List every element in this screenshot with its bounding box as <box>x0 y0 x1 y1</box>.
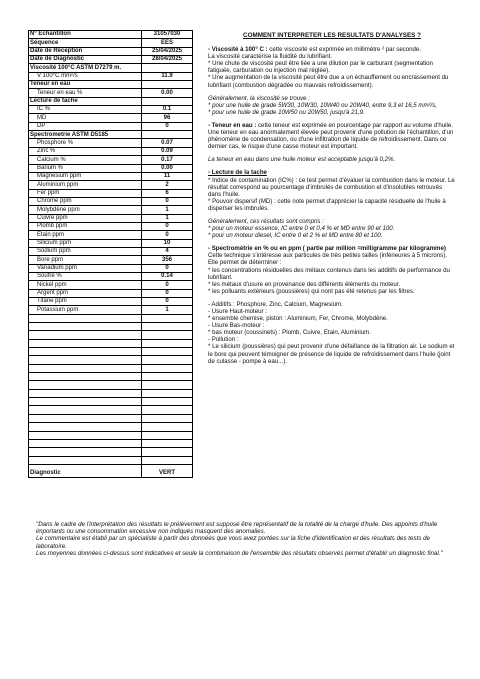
empty-row-label <box>29 323 142 331</box>
empty-row <box>29 431 193 439</box>
empty-row-label <box>29 373 142 381</box>
empty-row <box>29 339 193 347</box>
table-row <box>29 164 193 172</box>
tache-heading: - Lecture de la tache <box>208 169 267 177</box>
header-row-label: N° Echantillon <box>29 31 142 39</box>
table-row-value: 0 <box>142 264 193 272</box>
table-row-value: 10 <box>142 239 193 247</box>
section-heading-value <box>142 131 193 139</box>
empty-row-label <box>29 356 142 364</box>
empty-row-value <box>142 314 193 322</box>
empty-row <box>29 406 193 414</box>
table-row <box>29 247 193 255</box>
table-row <box>29 298 193 306</box>
table-row-label: Soufre % <box>29 272 142 280</box>
table-row-value: 4 <box>142 247 193 255</box>
viscosity-heading-rest: cette viscosité est exprimée en millimètre ² par seconde. <box>267 46 421 54</box>
header-row <box>29 31 193 39</box>
empty-row-value <box>142 331 193 339</box>
additives-line: - Usure Bas-moteur : <box>208 322 265 330</box>
section-heading <box>29 97 193 105</box>
empty-row-value <box>142 339 193 347</box>
header-row-value: 31057030 <box>142 31 193 39</box>
diagnostic-row-value: VERT <box>142 464 193 477</box>
header-row-label: Date de Réception <box>29 47 142 55</box>
section-heading-value <box>142 64 193 72</box>
viscosity-heading-bold: - Viscosité à 100° C : <box>208 46 268 54</box>
empty-row <box>29 456 193 464</box>
table-row-label: DP <box>29 122 142 130</box>
empty-row-value <box>142 439 193 447</box>
table-row-value: 1 <box>142 214 193 222</box>
section-heading <box>29 64 193 72</box>
table-row <box>29 72 193 80</box>
disclaimer-paragraph: Le commentaire est établi par un spécialiste à partir des données que vous avez portées sur la fiche d'identification et des résultats des tests de laboratoire. <box>36 535 430 550</box>
section-heading-value <box>142 81 193 89</box>
table-row-label: MD <box>29 114 142 122</box>
table-row-label: Vanadium ppm <box>29 264 142 272</box>
table-row <box>29 189 193 197</box>
empty-row <box>29 348 193 356</box>
table-row-label: Magnesium ppm <box>29 172 142 180</box>
table-row-label: IC % <box>29 106 142 114</box>
empty-row <box>29 331 193 339</box>
section-heading-label: Teneur en eau <box>29 81 142 89</box>
viscosity-heading <box>208 46 456 53</box>
empty-row-value <box>142 423 193 431</box>
table-row-value: 0.07 <box>142 139 193 147</box>
table-row-value: 0.00 <box>142 164 193 172</box>
empty-row-value <box>142 389 193 397</box>
empty-row-value <box>142 456 193 464</box>
header-row <box>29 47 193 55</box>
empty-row-value <box>142 381 193 389</box>
additives-line: * ensemble chemise, piston : Aluminium, Fer, Chrome, Molybdène. <box>208 315 388 323</box>
table-row <box>29 106 193 114</box>
section-heading <box>29 131 193 139</box>
spectro-line: * les concentrations résiduelles des métaux contenus dans les additifs de performance du lubrifiant. <box>208 266 450 281</box>
empty-row-label <box>29 414 142 422</box>
empty-row-label <box>29 398 142 406</box>
table-row <box>29 122 193 130</box>
table-row <box>29 289 193 297</box>
table-row-label: V 100°C mm²/s <box>29 72 142 80</box>
spectro-line: * les métaux d'usure en provenance des différents éléments du moteur. <box>208 280 401 288</box>
table-row-label: Argent ppm <box>29 289 142 297</box>
section-heading-value <box>142 97 193 105</box>
table-row-label: Calcium % <box>29 156 142 164</box>
additives-line: * bas moteur (coussinets) : Plomb, Cuivre, Etain, Aluminium. <box>208 329 371 337</box>
table-row <box>29 231 193 239</box>
table-row-label: Molybdène ppm <box>29 206 142 214</box>
additives-line: - Pollution : <box>208 336 239 344</box>
empty-row <box>29 323 193 331</box>
empty-row-label <box>29 439 142 447</box>
empty-row <box>29 381 193 389</box>
table-row-value: 0.09 <box>142 147 193 155</box>
table-row <box>29 264 193 272</box>
viscosity-note: * pour une huile de grade 10W50 ou 20W50, jusqu'à 21,9. <box>208 108 365 116</box>
empty-row-value <box>142 398 193 406</box>
spectro-heading: - Spectrométrie en % ou en ppm ( partie par million =milligramme par kilogramme) <box>208 245 446 253</box>
tache-note: * pour un moteur diesel, IC entre 0 et 2 % et MD entre 80 et 100. <box>208 232 383 240</box>
table-row <box>29 281 193 289</box>
empty-row-label <box>29 339 142 347</box>
table-row-label: Potassium ppm <box>29 306 142 314</box>
viscosity-line: * Une chute de viscosité peut être liée a une dilution par le carburant (segmentation fatiguée, carburation ou injection mal réglée). <box>208 60 433 75</box>
table-row-label: Barium % <box>29 164 142 172</box>
empty-row-value <box>142 348 193 356</box>
empty-row-label <box>29 364 142 372</box>
table-row-value: 96 <box>142 114 193 122</box>
section-heading-label: Viscosité 100°C ASTM D7279 m. <box>29 64 142 72</box>
empty-row-label <box>29 389 142 397</box>
table-row-label: Bore ppm <box>29 256 142 264</box>
viscosity-note: * pour une huile de grade 5W30, 10W30, 10W40 ou 20W40, entre 9,3 et 16,5 mm²/s, <box>208 101 437 109</box>
table-row <box>29 222 193 230</box>
empty-row <box>29 414 193 422</box>
empty-row-value <box>142 406 193 414</box>
disclaimer-paragraph: Les moyennes données ci-dessus sont indicatives et seule la combinaison de l'ensemble des résultats observés permet d'établir un diagnostic final." <box>36 549 443 557</box>
empty-row-value <box>142 448 193 456</box>
table-row-value: 0 <box>142 222 193 230</box>
table-row-value: 0 <box>142 231 193 239</box>
section-heading-label: Lecture de tache <box>29 97 142 105</box>
empty-row <box>29 356 193 364</box>
viscosity-note: Généralement, la viscosité se trouve : <box>208 94 310 102</box>
section-heading-label: Spectrometrie ASTM D5185 <box>29 131 142 139</box>
tache-note: Généralement, ces résultats sont compris : <box>208 217 324 225</box>
guide-title: COMMENT INTERPRETER LES RESULTATS D'ANALYSES ? <box>243 32 421 39</box>
empty-row-label <box>29 381 142 389</box>
table-row <box>29 197 193 205</box>
spectro-line: Cette technique s'intéresse aux particules de très petites tailles (inférieures à 5 microns). Elle permet de déterminer : <box>208 252 447 267</box>
table-row-value: 0 <box>142 298 193 306</box>
table-row <box>29 172 193 180</box>
empty-row-value <box>142 356 193 364</box>
water-heading <box>208 122 456 129</box>
table-row-label: Fer ppm <box>29 189 142 197</box>
table-row-value: 2 <box>142 181 193 189</box>
table-row-value: 0 <box>142 197 193 205</box>
diagnostic-row-label: Diagnostic <box>29 464 142 477</box>
empty-row-label <box>29 406 142 414</box>
additives-line: * Le silicium (poussières) qui peut provenir d'une défaillance de la filtration air. Le sodium et le bore qui peuvent témoigner de présence de liquide de refroidissement dans l'huile (joint de culasse - pompe à eau...). <box>208 343 455 365</box>
disclaimer-footer <box>36 521 456 557</box>
disclaimer-paragraph: "Dans le cadre de l'interprétation des résultats le prélèvement est supposé être représentatif de la totalité de la charge d'huile. Des appoints d'huile importants ou une consommation excessive non indiqués masquent des anomalies. <box>36 521 438 536</box>
section-heading <box>29 81 193 89</box>
table-row-label: Nickel ppm <box>29 281 142 289</box>
empty-row <box>29 314 193 322</box>
empty-row-value <box>142 414 193 422</box>
water-heading-rest: cette teneur est exprimée en pourcentage par rapport au volume d'huile. <box>256 121 453 129</box>
empty-row-label <box>29 431 142 439</box>
table-row <box>29 114 193 122</box>
table-row-value: 11 <box>142 172 193 180</box>
header-row-label: Séquence <box>29 39 142 47</box>
empty-row-label <box>29 314 142 322</box>
table-row-value: 0.00 <box>142 89 193 97</box>
header-row <box>29 56 193 64</box>
header-row-value: 28/04/2025 <box>142 56 193 64</box>
additives-line: - Additifs : Phosphore, Zinc, Calcium, Magnesium. <box>208 300 343 308</box>
header-row <box>29 39 193 47</box>
additives-line: - Usure Haut-moteur : <box>208 308 267 315</box>
empty-row-label <box>29 331 142 339</box>
table-row <box>29 306 193 314</box>
header-row-value: 25/04/2025 <box>142 47 193 55</box>
results-table-body <box>29 31 193 478</box>
table-row <box>29 239 193 247</box>
table-row-value: 0 <box>142 122 193 130</box>
empty-row <box>29 423 193 431</box>
table-row <box>29 214 193 222</box>
table-row-value: 1 <box>142 206 193 214</box>
tache-line: * Pouvoir dispersif (MD) : cette note permet d'apprécier la capacité résiduelle de l'huile à disperser les imbrulés. <box>208 197 446 212</box>
empty-row-value <box>142 431 193 439</box>
empty-row <box>29 398 193 406</box>
table-row-value: 0.1 <box>142 106 193 114</box>
table-row-label: Aluminium ppm <box>29 181 142 189</box>
empty-row-label <box>29 448 142 456</box>
table-row <box>29 139 193 147</box>
water-line: Une teneur en eau anormalement élevée peut provenir d'une pollution de l'échantillon, d'un phénomène de condensation, ou d'une infiltration de liquide de refroidissement. Dans ce dernier cas, le risque d'une casse moteur est important. <box>208 129 454 151</box>
empty-row-label <box>29 456 142 464</box>
empty-row <box>29 364 193 372</box>
header-row-label: Date de Diagnostic <box>29 56 142 64</box>
table-row <box>29 206 193 214</box>
table-row <box>29 256 193 264</box>
table-row-value: 0.17 <box>142 156 193 164</box>
tache-note: * pour un moteur essence, IC entre 0 et 0,4 % et MD entre 90 et 100. <box>208 225 395 233</box>
table-row-value: 11.9 <box>142 72 193 80</box>
empty-row <box>29 389 193 397</box>
empty-row-label <box>29 348 142 356</box>
empty-row-label <box>29 423 142 431</box>
table-row <box>29 272 193 280</box>
table-row-label: Plomb ppm <box>29 222 142 230</box>
header-row-value: EES <box>142 39 193 47</box>
empty-row-value <box>142 373 193 381</box>
viscosity-line: * Une augmentation de la viscosité peut être due a un échauffement ou encrassement du lubrifiant (combustion dégradée ou mauvais refroidissement). <box>208 74 449 89</box>
spectro-line: * les polluants extérieurs (poussières) qui nont pas été retenus par les filtres. <box>208 287 415 295</box>
table-row-label: Silicium ppm <box>29 239 142 247</box>
table-row-label: Chrome ppm <box>29 197 142 205</box>
table-row-label: Etain ppm <box>29 231 142 239</box>
table-row <box>29 89 193 97</box>
results-table <box>28 30 193 478</box>
water-heading-bold: - Teneur en eau : <box>208 121 257 129</box>
table-row-value: 6 <box>142 189 193 197</box>
table-row-label: Cuivre ppm <box>29 214 142 222</box>
table-row <box>29 181 193 189</box>
table-row-value: 356 <box>142 256 193 264</box>
table-row-label: Phosphore % <box>29 139 142 147</box>
table-row <box>29 156 193 164</box>
empty-row <box>29 373 193 381</box>
table-row-value: 0 <box>142 281 193 289</box>
table-row-value: 0 <box>142 289 193 297</box>
empty-row-value <box>142 323 193 331</box>
empty-row <box>29 439 193 447</box>
viscosity-line: La viscosité caractérise la fluidité du lubrifiant. <box>208 53 332 61</box>
table-row-label: Teneur en eau % <box>29 89 142 97</box>
table-row-value: 0.14 <box>142 272 193 280</box>
tache-line: * Indice de contamination (IC%) : ce test permet d'évaluer la combustion dans le moteur. Le résultat correspond au pourcentage d'imbrulés de combustion et d'insolubles retrouvés dans l'huile. <box>208 176 455 198</box>
table-row-label: Sodium ppm <box>29 247 142 255</box>
interpretation-guide <box>208 30 456 365</box>
diagnostic-row <box>29 464 193 477</box>
empty-row <box>29 448 193 456</box>
table-row-label: Zinc % <box>29 147 142 155</box>
water-note: La teneur en eau dans une huile moteur est acceptable jusqu'à 0,2%. <box>208 156 396 164</box>
table-row <box>29 147 193 155</box>
empty-row-value <box>142 364 193 372</box>
table-row-value: 1 <box>142 306 193 314</box>
table-row-label: Titane ppm <box>29 298 142 306</box>
